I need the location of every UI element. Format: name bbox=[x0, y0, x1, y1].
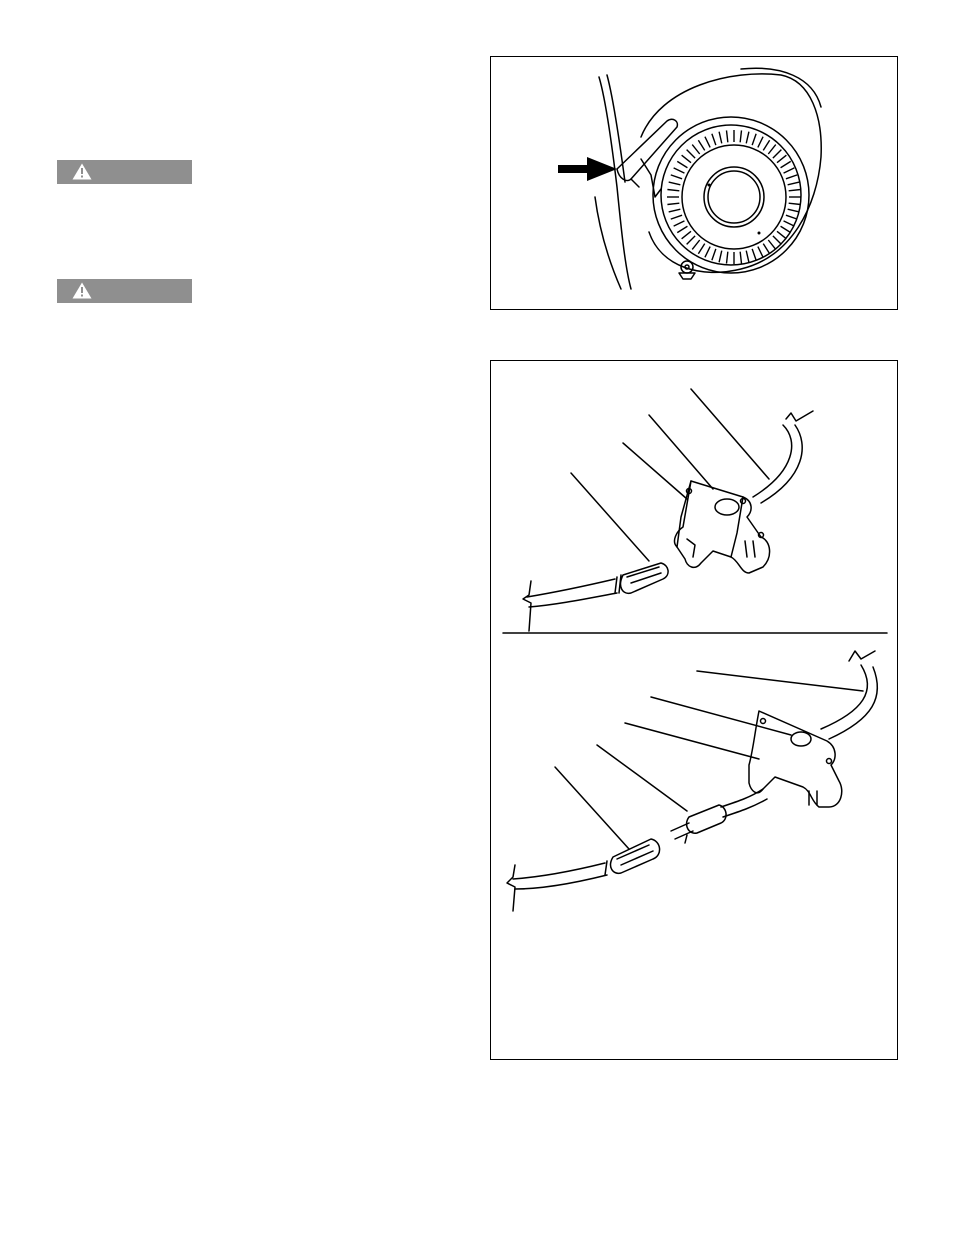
vent-slot bbox=[781, 226, 791, 232]
vent-slot bbox=[677, 226, 687, 232]
vent-slot bbox=[712, 134, 716, 145]
recoil-starter-handle-illustration bbox=[491, 57, 897, 309]
vent-slot bbox=[682, 155, 691, 162]
vent-slot bbox=[719, 251, 722, 263]
vent-slot bbox=[777, 155, 786, 162]
vent-slot bbox=[740, 252, 741, 264]
vent-slot bbox=[712, 249, 716, 260]
vent-slot bbox=[682, 231, 691, 238]
vent-slot bbox=[669, 182, 681, 185]
vent-slot bbox=[789, 189, 801, 190]
vent-slot bbox=[667, 203, 679, 204]
vent-slot bbox=[763, 244, 769, 254]
vent-slot bbox=[698, 244, 704, 254]
vent-slot bbox=[758, 247, 763, 258]
vent-slot bbox=[698, 140, 704, 150]
vent-slot bbox=[788, 182, 800, 185]
vent-slot bbox=[786, 215, 797, 219]
vent-slot bbox=[781, 161, 791, 167]
vent-slot bbox=[705, 247, 710, 258]
vent-slot bbox=[726, 130, 727, 142]
vent-slot bbox=[692, 240, 699, 249]
vent-slot bbox=[746, 251, 749, 263]
vent-slot bbox=[758, 137, 763, 148]
vent-slot bbox=[705, 137, 710, 148]
vent-slot bbox=[777, 231, 786, 238]
vent-slot bbox=[677, 161, 687, 167]
figure-recoil-starter bbox=[490, 56, 898, 310]
vent-slot bbox=[669, 209, 681, 212]
vent-slot bbox=[752, 134, 756, 145]
warning-triangle-icon bbox=[72, 282, 92, 299]
warning-banner-1 bbox=[57, 160, 192, 184]
vent-slot bbox=[789, 203, 801, 204]
vent-slot bbox=[784, 221, 795, 226]
vent-slot bbox=[752, 249, 756, 260]
warning-triangle-icon bbox=[72, 163, 92, 180]
vent-slot bbox=[726, 252, 727, 264]
vent-slot bbox=[746, 132, 749, 144]
warning-banner-2 bbox=[57, 279, 192, 303]
vent-slot bbox=[692, 145, 699, 154]
vent-slot bbox=[671, 175, 682, 179]
figure-cord-connection bbox=[490, 360, 898, 1060]
vent-slot bbox=[763, 140, 769, 150]
vent-slot bbox=[788, 209, 800, 212]
vent-slot bbox=[768, 240, 775, 249]
vent-slot bbox=[667, 189, 679, 190]
vent-slot bbox=[784, 168, 795, 173]
vent-slot bbox=[719, 132, 722, 144]
vent-slot bbox=[740, 130, 741, 142]
vent-slot bbox=[786, 175, 797, 179]
vent-slot bbox=[671, 215, 682, 219]
vent-slot bbox=[773, 236, 781, 244]
vent-slot bbox=[674, 168, 685, 173]
vent-slot bbox=[773, 150, 781, 158]
vent-slot bbox=[674, 221, 685, 226]
extension-cord-connection-illustration bbox=[491, 361, 897, 1059]
vent-slot bbox=[687, 150, 695, 158]
vent-slot bbox=[768, 145, 775, 154]
vent-slot bbox=[687, 236, 695, 244]
